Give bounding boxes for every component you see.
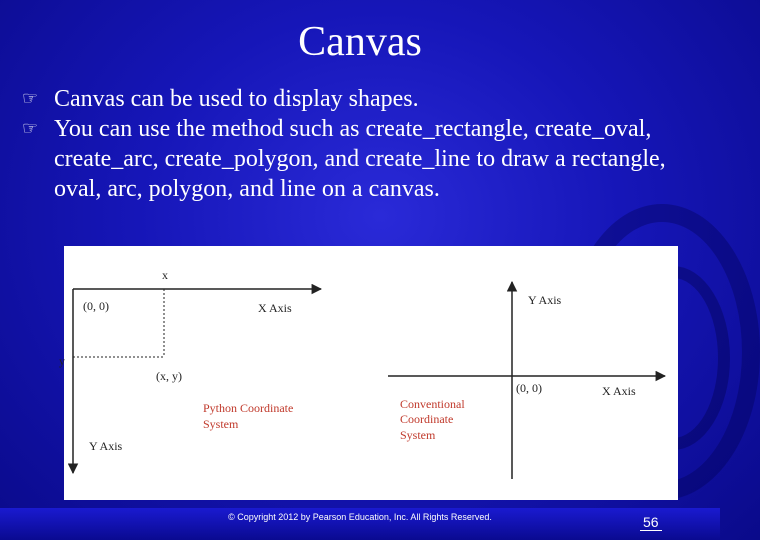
python-caption-line2: System [203,417,239,431]
python-x-label: x [162,268,168,282]
pointing-hand-icon: ☞ [22,88,39,109]
conventional-y-axis-label: Y Axis [528,293,562,307]
python-caption-line1: Python Coordinate [203,401,294,415]
python-x-axis-label: X Axis [258,301,292,315]
python-origin-label: (0, 0) [83,299,109,313]
bullet-list [22,84,702,204]
coordinate-systems-figure [59,246,678,500]
python-y-axis-label: Y Axis [89,439,123,453]
conventional-origin-label: (0, 0) [516,381,542,395]
copyright-text: © Copyright 2012 by Pearson Education, Inc. All Rights Reserved. [228,512,492,522]
conventional-caption-line2: Coordinate [400,412,454,426]
conventional-caption-line1: Conventional [400,397,465,411]
bullet-item [22,84,702,114]
bullet-item [22,114,702,204]
pointing-hand-icon: ☞ [22,118,39,139]
python-point-label: (x, y) [156,369,182,383]
python-y-label: y [59,354,65,368]
conventional-x-axis-label: X Axis [602,384,636,398]
slide-title: Canvas [298,19,422,65]
page-number: 56 [640,514,662,531]
bullet-text: You can use the method such as create_rectangle, create_oval, create_arc, create_polygon, and create_line to draw a rectangle, oval, arc, polygon, and line on a canvas. [54,116,666,202]
coordinate-diagram [59,246,678,500]
bullet-text: Canvas can be used to display shapes. [54,86,419,112]
conventional-caption-line3: System [400,428,436,442]
